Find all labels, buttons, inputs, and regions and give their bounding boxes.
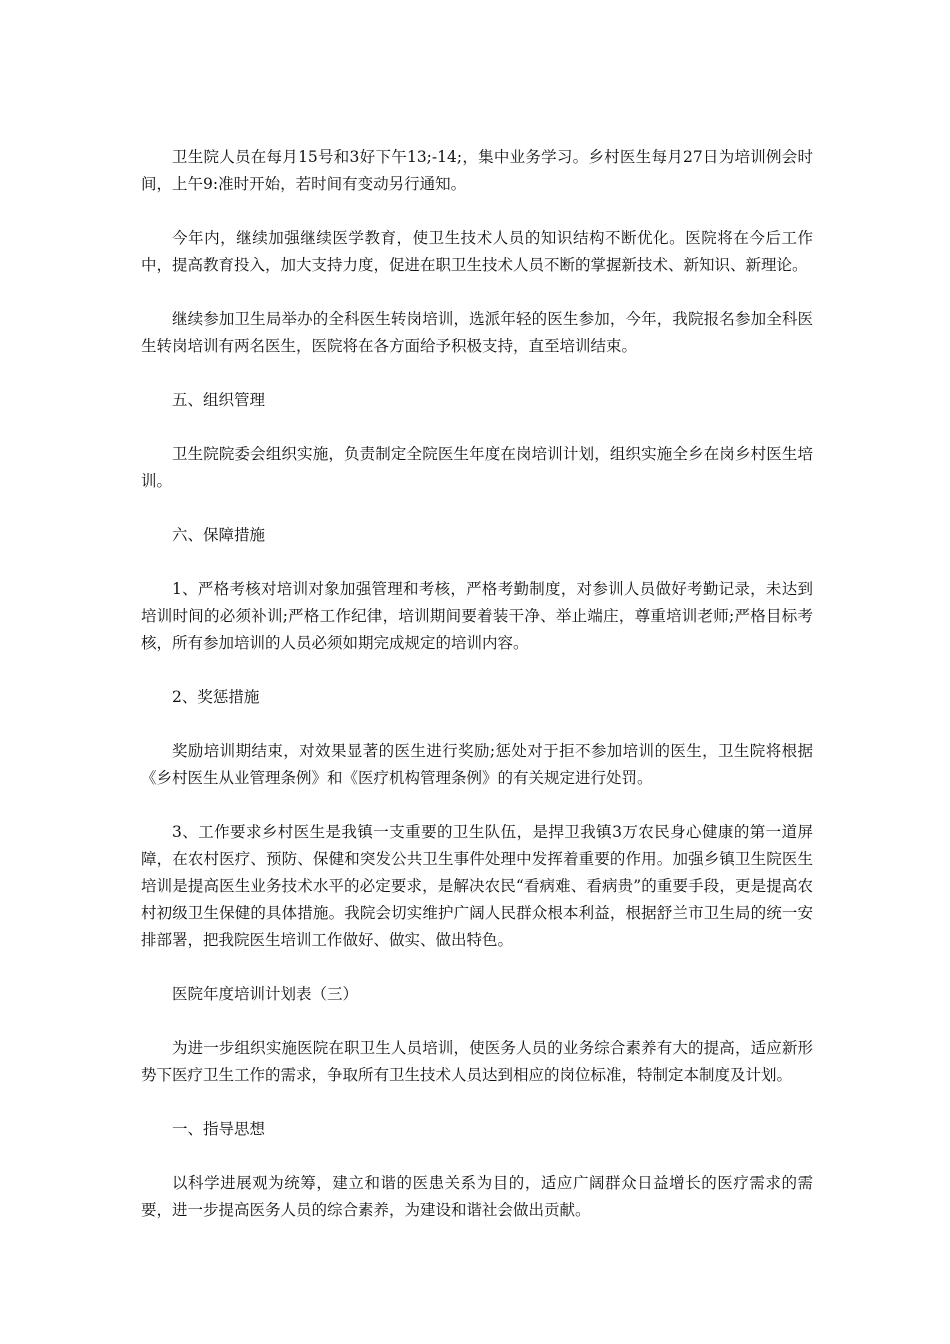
paragraph-continuing-education: 今年内，继续加强继续医学教育，使卫生技术人员的知识结构不断优化。医院将在今后工作中，提高教育投入，加大支持力度，促进在职卫生技术人员不断的掌握新技术、新知识、新理论。 xyxy=(141,229,813,274)
document-body xyxy=(141,144,813,1251)
heading-rewards-penalties: 2、奖惩措施 xyxy=(172,688,260,706)
paragraph-work-requirements: 3、工作要求乡村医生是我镇一支重要的卫生队伍，是捍卫我镇3万农民身心健康的第一道屏障，在农村医疗、预防、保健和突发公共卫生事件处理中发挥着重要的作用。加强乡镇卫生院医生培训是提高医生业务技术水平的必定要求，是解决农民“看病难、看病贵”的重要手段，更是提高农村初级卫生保健的具体措施。我院会切实维护广阔人民群众根本利益，根据舒兰市卫生局的统一安排部署，把我院医生培训工作做好、做实、做出特色。 xyxy=(141,823,813,949)
heading-guiding-ideology: 一、指导思想 xyxy=(172,1120,266,1138)
paragraph-organization: 卫生院院委会组织实施，负责制定全院医生年度在岗培训计划，组织实施全乡在岗乡村医生培训。 xyxy=(141,445,813,490)
heading-training-plan-three: 医院年度培训计划表（三） xyxy=(172,985,359,1003)
heading-safeguards: 六、保障措施 xyxy=(172,526,266,544)
paragraph-strict-assessment: 1、严格考核对培训对象加强管理和考核，严格考勤制度，对参训人员做好考勤记录，未达到培训时间的必须补训;严格工作纪律，培训期间要着装干净、举止端庄，尊重培训老师;严格目标考核，所有参加培训的人员必须如期完成规定的培训内容。 xyxy=(141,580,813,652)
paragraph-plan-intro: 为进一步组织实施医院在职卫生人员培训，使医务人员的业务综合素养有大的提高，适应新形势下医疗卫生工作的需求，争取所有卫生技术人员达到相应的岗位标准，特制定本制度及计划。 xyxy=(141,1039,813,1084)
paragraph-gp-training: 继续参加卫生局举办的全科医生转岗培训，选派年轻的医生参加，今年，我院报名参加全科医生转岗培训有两名医生，医院将在各方面给予积极支持，直至培训结束。 xyxy=(141,310,813,355)
paragraph-rewards-penalties: 奖励培训期结束，对效果显著的医生进行奖励;惩处对于拒不参加培训的医生，卫生院将根据《乡村医生从业管理条例》和《医疗机构管理条例》的有关规定进行处罚。 xyxy=(141,742,813,787)
paragraph-study-schedule: 卫生院人员在每月15号和3好下午13;-14;，集中业务学习。乡村医生每月27日为培训例会时间，上午9:准时开始，若时间有变动另行通知。 xyxy=(141,148,813,193)
paragraph-guiding-ideology: 以科学进展观为统筹，建立和谐的医患关系为目的，适应广阔群众日益增长的医疗需求的需要，进一步提高医务人员的综合素养，为建设和谐社会做出贡献。 xyxy=(141,1174,813,1219)
heading-organization: 五、组织管理 xyxy=(172,391,266,409)
